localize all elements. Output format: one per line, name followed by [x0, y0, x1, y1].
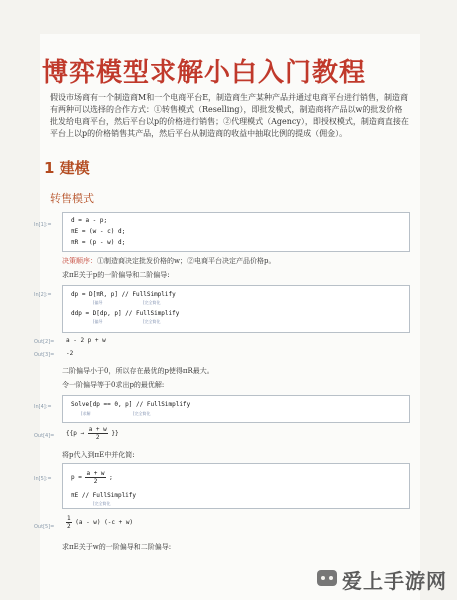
- solve-fraction: [88, 426, 108, 441]
- cell-label-out2: Out[2]=: [34, 339, 55, 345]
- decision-label: 决策顺序：: [62, 257, 97, 265]
- watermark-logo-icon: [315, 566, 339, 590]
- code4-numerator: a + w: [86, 470, 105, 477]
- cell-label-in1: In[1]:=: [34, 222, 52, 228]
- input-cell-1[interactable]: [62, 212, 410, 252]
- decision-order-text: [62, 256, 275, 266]
- substitute-text: 将p代入到πE中并化简:: [62, 451, 135, 459]
- code4-fraction: [85, 470, 105, 485]
- page-title: 博弈模型求解小白入门教程: [42, 58, 367, 88]
- final-derivative-text: 求πE关于w的一阶偏导和二阶偏导:: [62, 543, 172, 551]
- cell-label-in5: In[5]:=: [34, 476, 52, 482]
- second-derivative-text: 二阶偏导小于0，所以存在最优的p使得πR最大。: [62, 367, 214, 375]
- subsection-heading: 转售模式: [50, 192, 94, 205]
- tooltip-simplify: [完全简化: [143, 300, 161, 305]
- watermark-text: 爱上手游网: [342, 569, 447, 593]
- tooltip-simplify: [完全简化: [143, 319, 161, 324]
- solve-denominator: 2: [95, 434, 100, 441]
- final-rest: (a - w) (-c + w): [75, 519, 134, 526]
- final-fraction: [66, 515, 72, 530]
- intro-paragraph: 假设市场商有一个制造商M和一个电商平台E，制造商生产某种产品并通过电商平台进行销售，制造商有两种可以选择的合作方式：①转售模式（Reselling），即批发模式，制造商将产品以w的批发价格批发给电商平台，然后平台以p的价格进行销售；②代理模式（Agency），即授权模式，制造商直接在平台上以p的价格销售其产品，然后平台从制造商的收益中抽取比例的提成（佣金）。: [50, 93, 409, 138]
- code-line: Solve[dp == 0, p] // FullSimplify: [71, 401, 191, 408]
- code-line: πR = (p - w) d;: [71, 239, 126, 246]
- final-denominator: 2: [67, 523, 71, 530]
- code4-right: ;: [109, 474, 113, 481]
- solve-numerator: a + w: [88, 426, 107, 433]
- output-final: [66, 515, 133, 530]
- output-solve: [66, 426, 119, 441]
- code4-denominator: 2: [93, 478, 98, 485]
- decision-content: ①制造商决定批发价格的w；②电商平台决定产品价格p。: [97, 257, 276, 265]
- code-line: ddp = D[dp, p] // FullSimplify: [71, 310, 180, 317]
- cell-label-in4: In[4]:=: [34, 404, 52, 410]
- solve-right: }}: [111, 430, 119, 437]
- tooltip-partial: [偏导: [93, 319, 103, 324]
- tooltip-partial: [偏导: [93, 300, 103, 305]
- code-line: πE // FullSimplify: [71, 492, 137, 499]
- tooltip-simplify: [完全简化: [133, 411, 151, 416]
- derivative-text: 求πE关于p的一阶偏导和二阶偏导:: [62, 271, 170, 279]
- final-numerator: 1: [67, 515, 71, 522]
- section-heading: 1 建模: [44, 159, 90, 177]
- code-line: dp = D[πR, p] // FullSimplify: [71, 291, 176, 298]
- tooltip-simplify: [完全简化: [93, 501, 111, 506]
- code4-left: p =: [71, 474, 82, 481]
- cell-label-in2: In[2]:=: [34, 292, 52, 298]
- tooltip-solve: [求解: [81, 411, 91, 416]
- input-cell-2[interactable]: [62, 285, 410, 333]
- cell-label-out3: Out[3]=: [34, 352, 55, 358]
- output-dp: a - 2 p + w: [66, 337, 106, 344]
- cell-label-out5: Out[5]=: [34, 524, 55, 530]
- code-line: d = a - p;: [71, 217, 108, 224]
- input-cell-3[interactable]: [62, 395, 410, 423]
- code-line: [71, 470, 113, 485]
- input-cell-4[interactable]: [62, 463, 410, 509]
- code-line: πE = (w - c) d;: [71, 228, 126, 235]
- cell-label-out4: Out[4]=: [34, 433, 55, 439]
- first-derivative-zero-text: 令一阶偏导等于0求出p的最优解:: [62, 381, 165, 389]
- solve-left: {{p →: [66, 430, 85, 437]
- output-ddp: -2: [66, 350, 74, 357]
